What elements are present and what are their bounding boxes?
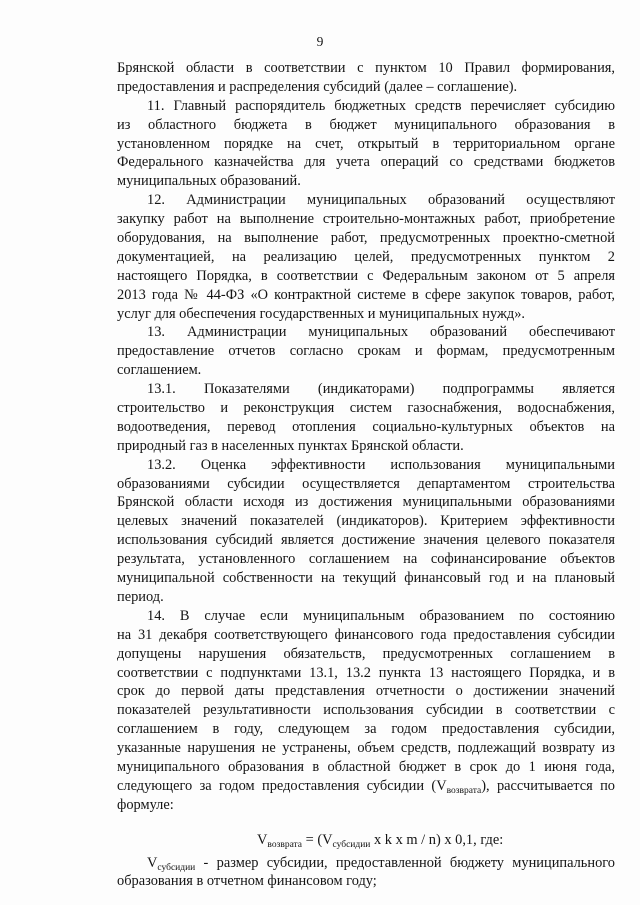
- paragraph-12: [117, 191, 615, 323]
- text-fragment: следующего за годом предоставления субсидии (V: [117, 777, 447, 794]
- subscript: возврата: [267, 839, 303, 850]
- text-line: показателей результативности использования субсидии в соответствии с: [117, 702, 615, 719]
- text-line: целевых значений показателей (индикаторов). Критерием эффективности: [117, 513, 615, 530]
- text-line: период.: [117, 588, 164, 605]
- paragraph-13-1: [117, 380, 615, 456]
- text-line: образованиями субсидии осуществляется департаментом строительства: [117, 475, 615, 492]
- definition-v: V: [147, 854, 158, 871]
- text-line: предоставления и распределения субсидий (далее – соглашение).: [117, 78, 518, 95]
- subscript: субсидии: [157, 862, 196, 873]
- text-line: [117, 854, 615, 873]
- paragraph-13-2: [117, 456, 615, 607]
- text-line: соглашением.: [117, 362, 202, 379]
- text-fragment: ), рассчитывается по: [481, 777, 615, 794]
- text-line: муниципальных образований.: [117, 173, 301, 190]
- formula-rest: x k x m / n) x 0,1, где:: [370, 831, 504, 848]
- text-line: 12. Администрации муниципальных образований осуществляют: [147, 192, 615, 209]
- text-line: срок до первой даты представления отчетности о достижении значений: [117, 683, 615, 700]
- text-line: формуле:: [117, 796, 174, 813]
- text-line: Федерального казначейства для учета операций со средствами бюджетов: [117, 154, 615, 171]
- formula-v: V: [257, 831, 268, 848]
- text-line: оборудования, на выполнение работ, предусмотренных проектно-сметной: [117, 230, 615, 247]
- text-line: образования в отчетном финансовом году;: [117, 873, 377, 890]
- text-line: 13.2. Оценка эффективности использования муниципальными: [147, 456, 615, 473]
- text-line: 13.1. Показателями (индикаторами) подпрограммы является: [147, 381, 615, 398]
- text-line: водоотведения, перевод отопления социально-культурных объектов на: [117, 418, 615, 435]
- paragraph-13: [117, 323, 615, 380]
- paragraph-14: [117, 607, 615, 815]
- text-line: документацией, на реализацию целей, предусмотренных пунктом 2: [117, 248, 615, 265]
- text-line: природный газ в населенных пунктах Брянской области.: [117, 437, 464, 454]
- definition: [117, 854, 615, 892]
- text-line: услуг для обеспечения государственных и муниципальных нужд».: [117, 305, 526, 322]
- paragraph-continuation: [117, 59, 615, 97]
- text-line: указанные нарушения не устранены, объем средств, подлежащий возврату из: [117, 740, 615, 757]
- text-line: закупку работ на выполнение строительно-монтажных работ, приобретение: [117, 211, 615, 228]
- formula: [117, 831, 615, 850]
- text-line: на 31 декабря соответствующего финансового года предоставления субсидии: [117, 626, 615, 643]
- text-line: 14. В случае если муниципальным образованием по состоянию: [147, 607, 615, 624]
- formula-eq: = (V: [302, 831, 333, 848]
- text-line: муниципального образования в областной бюджет в срок до 1 июня года,: [117, 758, 615, 775]
- text-line: предоставление отчетов согласно срокам и формам, предусмотренным: [117, 343, 615, 360]
- text-line: Брянской области исходя из достижения муниципальными образованиями: [117, 494, 615, 511]
- subscript: возврата: [446, 785, 482, 796]
- text-line: из областного бюджета в бюджет муниципального образования в: [117, 116, 615, 133]
- document-body: [117, 59, 615, 891]
- text-line: установленном порядке на счет, открытый в территориальном органе: [117, 135, 615, 152]
- text-line: [117, 777, 615, 796]
- text-line: 2013 года № 44-ФЗ «О контрактной системе в сфере закупок товаров, работ,: [117, 286, 615, 303]
- text-line: использования субсидий является достижение значения целевого показателя: [117, 532, 615, 549]
- subscript: субсидии: [332, 839, 371, 850]
- text-line: настоящего Порядка, в соответствии с Федеральным законом от 5 апреля: [117, 267, 615, 284]
- text-line: допущены нарушения обязательств, предусмотренных соглашением в: [117, 645, 615, 662]
- text-line: строительство и реконструкция систем газоснабжения, водоснабжения,: [117, 400, 615, 417]
- paragraph-11: [117, 97, 615, 191]
- text-fragment: - размер субсидии, предоставленной бюджету муниципального: [195, 854, 615, 871]
- text-line: 13. Администрации муниципальных образований обеспечивают: [147, 324, 615, 341]
- text-line: Брянской области в соответствии с пунктом 10 Правил формирования,: [117, 60, 615, 76]
- page-number: 9: [316, 34, 324, 49]
- text-line: соответствии с подпунктами 13.1, 13.2 пункта 13 настоящего Порядка, и в: [117, 664, 615, 681]
- text-line: результата, установленного соглашением на софинансирование объектов: [117, 551, 615, 568]
- text-line: муниципальной собственности на текущий финансовый год и на плановый: [117, 570, 615, 587]
- text-line: 11. Главный распорядитель бюджетных средств перечисляет субсидию: [147, 97, 615, 114]
- text-line: соглашением в году, следующем за годом предоставления субсидии,: [117, 721, 615, 738]
